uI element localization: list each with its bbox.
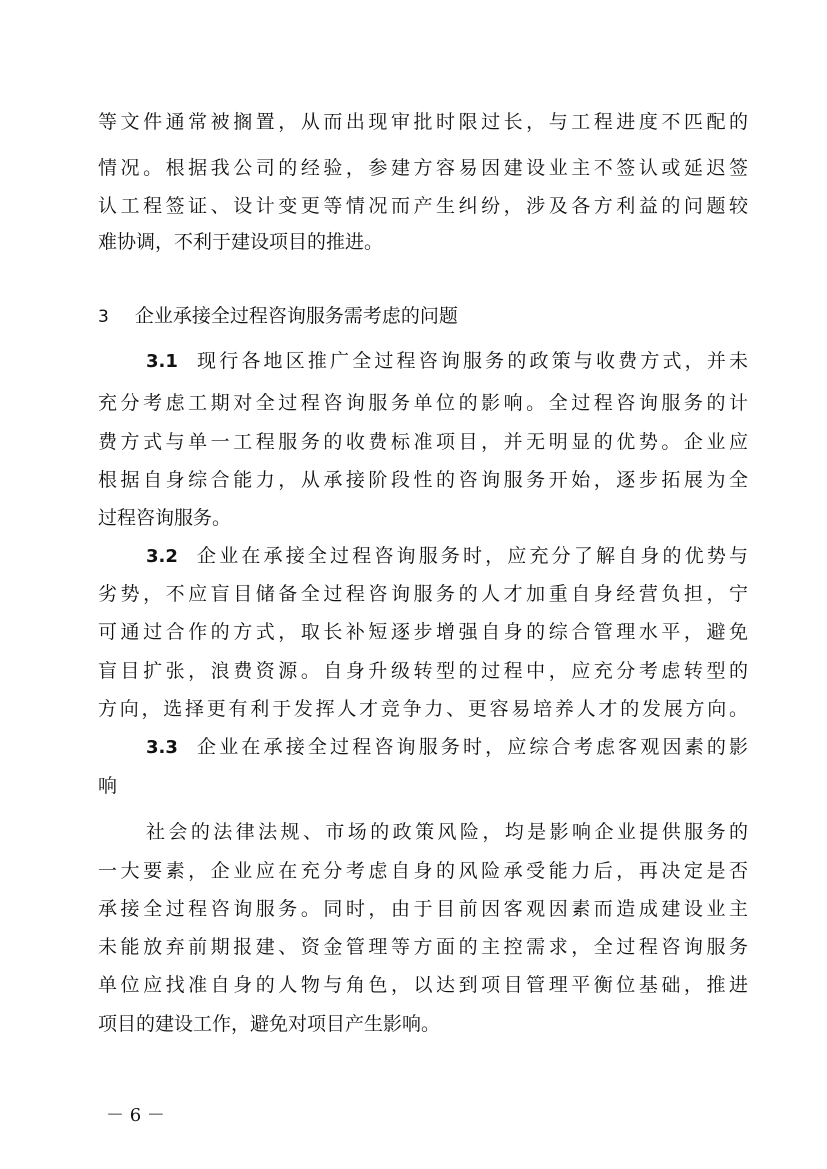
subsection-first-line [146, 727, 748, 767]
paragraph-line: 单位应找准自身的人物与角色，以达到项目管理平衡位基础，推进 [98, 974, 748, 996]
paragraph-text: 企业在承接全过程咨询服务时，应综合考虑客观因素的影 [193, 736, 748, 758]
subsection-number: 3.3 [146, 737, 178, 758]
paragraph-line: 项目的建设工作，避免对项目产生影响。 [98, 1013, 441, 1035]
paragraph-line: 承接全过程咨询服务。同时，由于目前因客观因素而造成建设业主 [98, 898, 748, 920]
paragraph-line: 方向，选择更有利于发挥人才竞争力、更容易培养人才的发展方向。 [98, 698, 748, 720]
subsection-first-line [146, 341, 748, 381]
page-number: － 6 － [106, 1105, 165, 1126]
paragraph-line: 一大要素，企业应在充分考虑自身的风险承受能力后，再决定是否 [98, 860, 748, 882]
paragraph-line: 认工程签证、设计变更等情况而产生纠纷，涉及各方利益的问题较 [98, 195, 748, 217]
paragraph-line: 充分考虑工期对全过程咨询服务单位的影响。全过程咨询服务的计 [98, 392, 748, 414]
paragraph-line: 过程咨询服务。 [98, 507, 232, 529]
paragraph-text: 企业在承接全过程咨询服务时，应充分了解自身的优势与 [193, 545, 748, 567]
subsection-first-line [146, 536, 748, 576]
paragraph-line: 情况。根据我公司的经验，参建方容易因建设业主不签认或延迟签 [98, 157, 748, 179]
paragraph-line: 未能放弃前期报建、资金管理等方面的主控需求，全过程咨询服务 [98, 936, 748, 958]
paragraph-line: 根据自身综合能力，从承接阶段性的咨询服务开始，逐步拓展为全 [98, 469, 748, 491]
paragraph-line: 响 [98, 775, 118, 797]
section-title: 企业承接全过程咨询服务需考虑的问题 [134, 305, 458, 327]
paragraph-line: 费方式与单一工程服务的收费标准项目，并无明显的优势。企业应 [98, 431, 748, 453]
subsection-number: 3.2 [146, 546, 178, 567]
paragraph-line: 难协调，不利于建设项目的推进。 [98, 231, 384, 253]
subsection-number: 3.1 [146, 351, 178, 372]
paragraph-line: 盲目扩张，浪费资源。自身升级转型的过程中，应充分考虑转型的 [98, 660, 748, 682]
paragraph-line: 等文件通常被搁置，从而出现审批时限过长，与工程进度不匹配的 [98, 111, 748, 133]
paragraph-line: 劣势，不应盲目储备全过程咨询服务的人才加重自身经营负担，宁 [98, 583, 748, 605]
section-number: 3 [98, 307, 109, 327]
section-heading [98, 296, 748, 336]
paragraph-line: 社会的法律法规、市场的政策风险，均是影响企业提供服务的 [146, 821, 748, 843]
paragraph-text: 现行各地区推广全过程咨询服务的政策与收费方式，并未 [193, 350, 748, 372]
paragraph-line: 可通过合作的方式，取长补短逐步增强自身的综合管理水平，避免 [98, 621, 748, 643]
